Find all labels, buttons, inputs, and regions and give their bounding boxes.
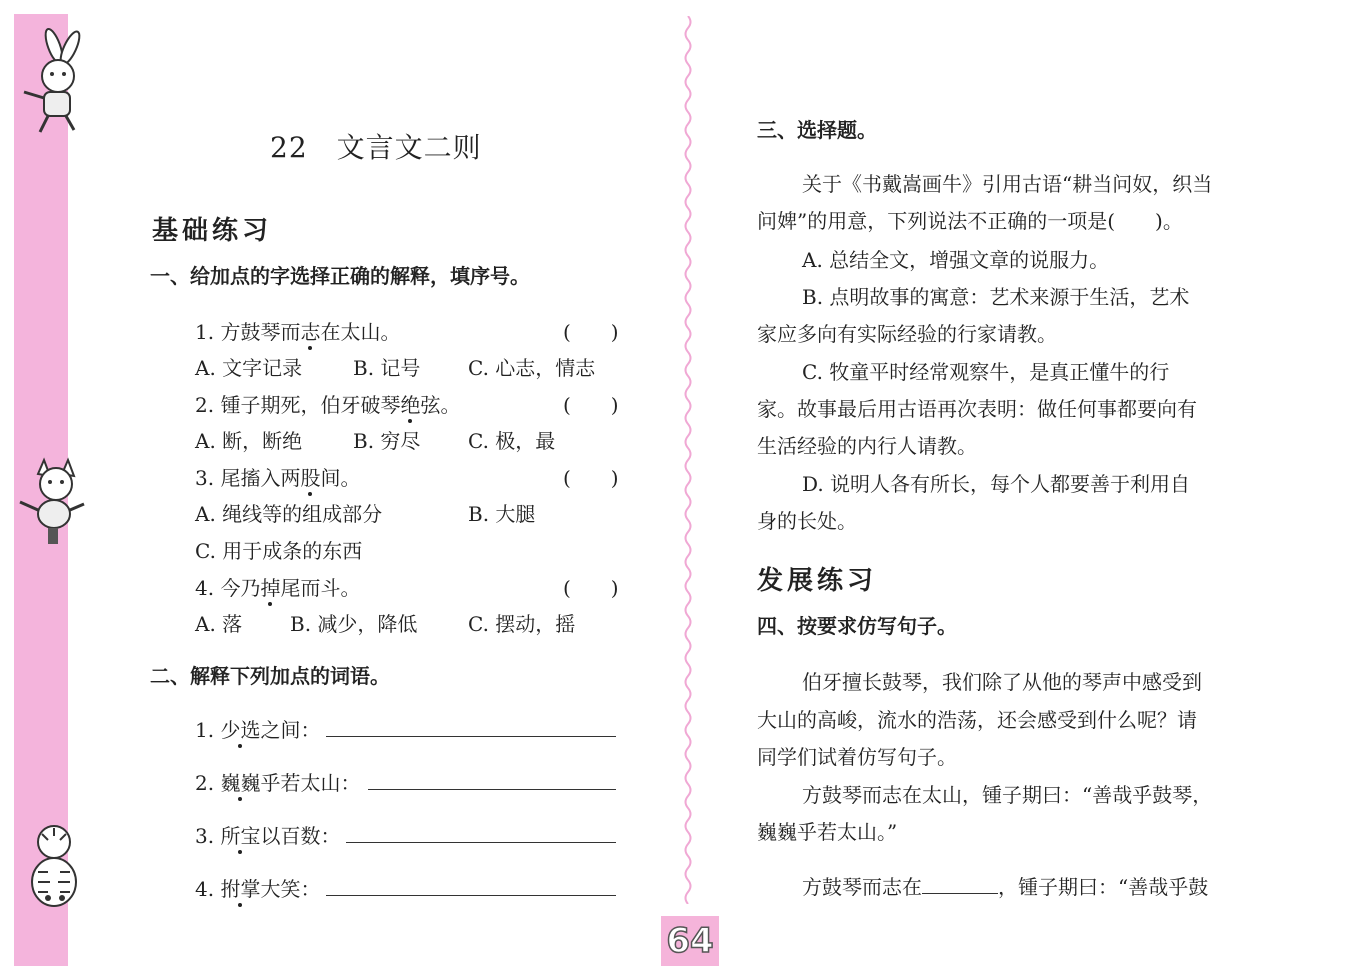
section-development-practice: 发展练习 [757, 566, 878, 596]
tiger-mascot-icon [14, 820, 94, 918]
q1-item-4-option-a: A. 落 [195, 612, 243, 636]
page-number-badge [661, 916, 719, 966]
q3-option-c-line-2: 家。故事最后用古语再次表明：做任何事都要向有 [757, 397, 1197, 421]
q2-item-2-answer-line[interactable] [368, 771, 616, 790]
q1-item-4-answer-blank[interactable]: ( ) [563, 576, 619, 600]
q1-item-4-stem: 4. 今乃掉尾而斗。 [195, 576, 361, 600]
q3-stem-line-1: 关于《书戴嵩画牛》引用古语“耕当问奴，织当 [802, 172, 1213, 196]
q1-item-1-option-b: B. 记号 [353, 356, 421, 380]
q1-item-2-option-c: C. 极，最 [468, 429, 556, 453]
q3-option-c-line-1: C. 牧童平时经常观察牛，是真正懂牛的行 [802, 360, 1170, 384]
q1-item-1-stem: 1. 方鼓琴而志在太山。 [195, 320, 401, 344]
q1-item-1-answer-blank[interactable]: ( ) [563, 320, 619, 344]
q3-option-b-line-1: B. 点明故事的寓意：艺术来源于生活，艺术 [802, 285, 1190, 309]
q1-item-3-stem: 3. 尾搐入两股间。 [195, 466, 361, 490]
q3-option-d-line-1: D. 说明人各有所长，每个人都要善于利用自 [802, 472, 1191, 496]
q3-option-a: A. 总结全文，增强文章的说服力。 [802, 248, 1110, 272]
q1-item-4-option-b: B. 减少，降低 [290, 612, 418, 636]
q1-item-4-option-c: C. 摆动，摇 [468, 612, 576, 636]
center-divider [681, 16, 695, 904]
q1-item-1-option-c: C. 心志，情志 [468, 356, 596, 380]
cat-mascot-icon [14, 452, 90, 548]
q3-option-b-line-2: 家应多向有实际经验的行家请教。 [757, 322, 1057, 346]
q1-item-1-option-a: A. 文字记录 [195, 356, 303, 380]
lesson-title: 22 文言文二则 [270, 131, 482, 164]
q1-item-3-option-a: A. 绳线等的组成部分 [195, 502, 383, 526]
q1-item-2-option-a: A. 断，断绝 [195, 429, 303, 453]
rabbit-mascot-icon [14, 26, 90, 138]
q1-item-3-option-b: B. 大腿 [468, 502, 536, 526]
q4-prompt-line-3: 同学们试着仿写句子。 [757, 745, 957, 769]
q2-item-2: 2. 巍巍乎若太山： [195, 771, 361, 795]
q2-heading: 二、解释下列加点的词语。 [150, 664, 390, 688]
q2-item-4: 4. 拊掌大笑： [195, 877, 321, 901]
q2-item-3: 3. 所宝以百数： [195, 824, 341, 848]
page-number: 64 [666, 921, 714, 961]
q3-heading: 三、选择题。 [757, 118, 877, 142]
q4-prompt-line-2: 大山的高峻，流水的浩荡，还会感受到什么呢？请 [757, 708, 1197, 732]
q2-item-1-answer-line[interactable] [326, 718, 616, 737]
q3-stem-line-2: 问婢”的用意，下列说法不正确的一项是( )。 [757, 209, 1183, 233]
q3-option-d-line-2: 身的长处。 [757, 509, 857, 533]
q1-item-2-answer-blank[interactable]: ( ) [563, 393, 619, 417]
section-basic-practice: 基础练习 [152, 216, 273, 246]
q1-item-3-option-c: C. 用于成条的东西 [195, 539, 363, 563]
q1-item-3-answer-blank[interactable]: ( ) [563, 466, 619, 490]
q4-example-line-1: 方鼓琴而志在太山，锺子期曰：“善哉乎鼓琴， [802, 783, 1213, 807]
q4-prompt-line-1: 伯牙擅长鼓琴，我们除了从他的琴声中感受到 [802, 670, 1202, 694]
q2-item-1: 1. 少选之间： [195, 718, 321, 742]
q4-imitation-line: 方鼓琴而志在 ，锺子期曰：“善哉乎鼓 [802, 875, 1209, 899]
q1-item-2-stem: 2. 锺子期死，伯牙破琴绝弦。 [195, 393, 461, 417]
q1-item-2-option-b: B. 穷尽 [353, 429, 421, 453]
q2-item-4-answer-line[interactable] [326, 877, 616, 896]
q4-example-line-2: 巍巍乎若太山。” [757, 820, 898, 844]
q4-imitation-blank[interactable] [922, 875, 998, 894]
q1-heading: 一、给加点的字选择正确的解释，填序号。 [150, 264, 530, 288]
q2-item-3-answer-line[interactable] [346, 824, 616, 843]
q3-option-c-line-3: 生活经验的内行人请教。 [757, 434, 977, 458]
q4-heading: 四、按要求仿写句子。 [757, 614, 957, 638]
